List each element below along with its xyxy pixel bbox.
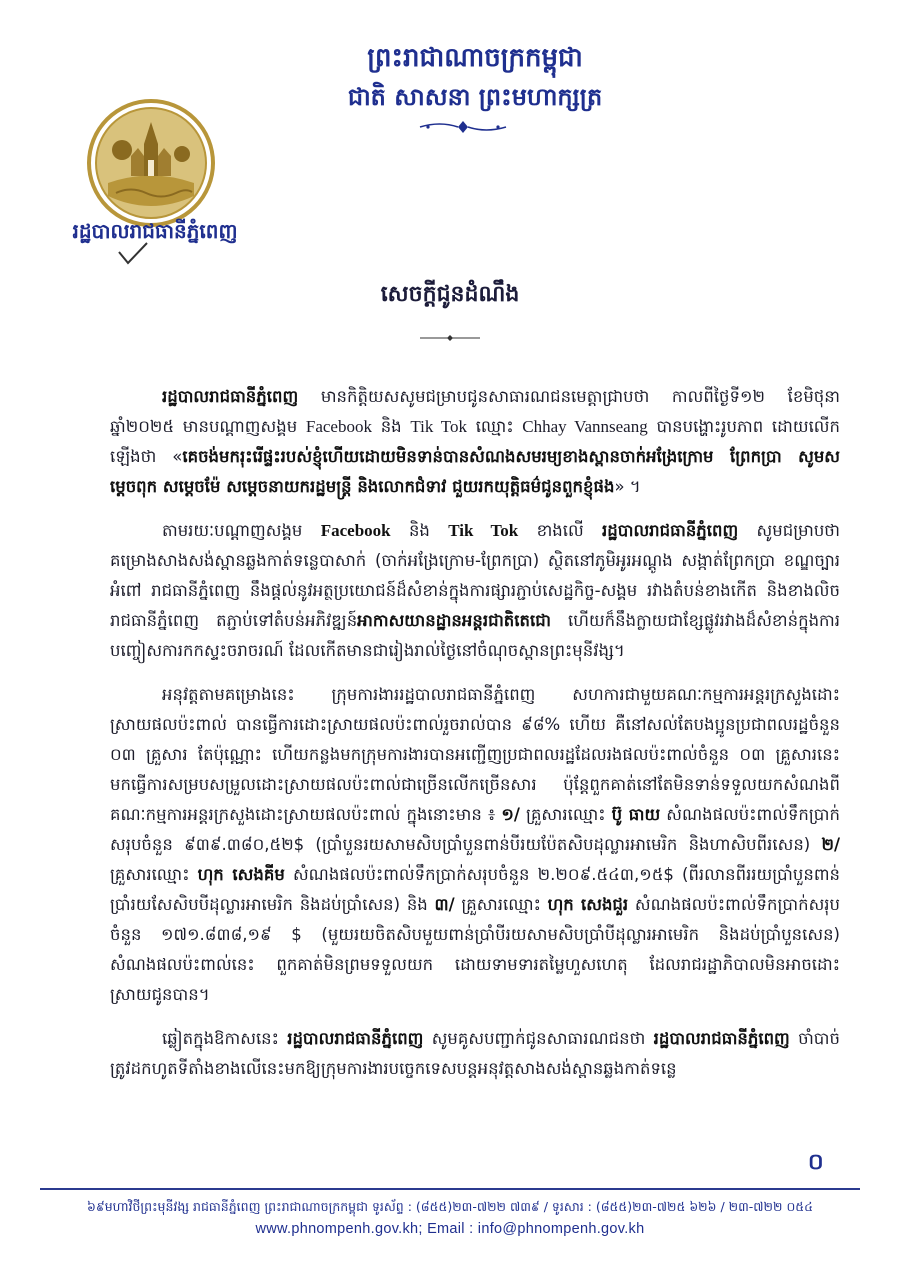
- item-number: ២/: [821, 835, 840, 854]
- footer-address: ៦៩មហាវិថីព្រះមុនីវង្ស រាជធានីភ្នំពេញ ព្រះរាជាណាចក្រកម្ពុជា ទូរស័ព្ទ : (៨៥៥)២៣-៧២២ ៧៣៩ / ទូរសារ : (៨៥៥)២៣-៧២៥ ៦២៦ / ២៣-៧២២ ០៥៤: [87, 1199, 813, 1214]
- ornament-divider-icon: [418, 334, 482, 342]
- account-name: Chhay Vannseang: [522, 417, 648, 436]
- page-number: ០: [808, 1150, 824, 1175]
- document-title: សេចក្តីជូនដំណឹង: [380, 282, 520, 307]
- item-number: ១/: [501, 805, 520, 824]
- phnom-penh-seal-icon: [86, 98, 216, 228]
- authority-bold: រដ្ឋបាលរាជធានីភ្នំពេញ: [602, 521, 739, 540]
- quoted-claim: គេចង់មករុះរើផ្ទះរបស់ខ្ញុំហើយដោយមិនទាន់បានសំណងសមរម្យខាងស្ពានចាក់អង្រែក្រោម ព្រែកប្រា សូមសម្តេចពុក សម្តេចម៉ែ សម្តេចនាយករដ្ឋមន្ត្រី និងលោកជំទាវ ជួយរកយុត្តិធម៌ជូនពួកខ្ញុំផង: [110, 447, 841, 496]
- family-name: ប៊ូ ធាយ: [611, 805, 661, 824]
- ornament-divider-icon: [418, 119, 508, 135]
- paragraph-3: អនុវត្តតាមគម្រោងនេះ ក្រុមការងាររដ្ឋបាលរាជធានីភ្នំពេញ សហការជាមួយគណៈកម្មការអន្តរក្រសួងដោះស្រាយផលប៉ះពាល់ បានធ្វើការដោះស្រាយផលប៉ះពាល់រួចរាល់បាន ៩៨% ហើយ គឺនៅសល់តែបងប្អូនប្រជាពលរដ្ឋចំនួន ០៣ គ្រួសារ តែប៉ុណ្ណោះ ហើយកន្លងមកក្រុមការងារបានអញ្ជើញប្រជាពលរដ្ឋដែលរងផលប៉ះពាល់ចំនួន ០៣ គ្រួសារនេះ មកធ្វើការសម្របសម្រួលដោះស្រាយផលប៉ះពាល់ជាច្រើនលើកច្រើនសារ ប៉ុន្តែពួកគាត់នៅតែមិនទាន់ទទួលយកសំណងពីគណៈកម្មការអន្តរក្រសួងដោះស្រាយផលប៉ះពាល់ ក្នុងនោះមាន ៖ ១/ គ្រួសារឈ្មោះ ប៊ូ ធាយ សំណងផលប៉ះពាល់ទឹកប្រាក់សរុបចំនួន ៩៣៩.៣៨០,៥២$ (ប្រាំបួនរយសាមសិបប្រាំបួនពាន់បីរយប៉ែតសិបដុល្លារអាមេរិក និងហាសិបពីរសេន) ២/ គ្រួសារឈ្មោះ ហុក សេងគីម សំណងផលប៉ះពាល់ទឹកប្រាក់សរុបចំនួន ២.២០៩.៥៤៣,១៥$ (ពីរលានពីររយប្រាំបួនពាន់ប្រាំរយសែសិបបីដុល្លារអាមេរិក និងដប់ប្រាំសេន) និង ៣/ គ្រួសារឈ្មោះ ហុក សេងជួរ សំណងផលប៉ះពាល់ទឹកប្រាក់សរុបចំនួន ១៧១.៨៣៨,១៩ $ (មួយរយចិតសិបមួយពាន់ប្រាំបីរយសាមសិបប្រាំបីដុល្លារអាមេរិក និងដប់ប្រាំបួនសេន) សំណងផលប៉ះពាល់នេះ ពួកគាត់មិនព្រមទទួលយក ដោយទាមទារតម្លៃហួសហេតុ ដែលរាជរដ្ឋាភិបាលមិនអាចដោះស្រាយជូនបាន។: [110, 685, 841, 1004]
- authority-bold: រដ្ឋបាលរាជធានីភ្នំពេញ: [287, 1029, 424, 1048]
- document-body: [110, 382, 840, 1098]
- facebook-label: Facebook: [305, 417, 372, 436]
- footer-contact: www.phnompenh.gov.kh; Email : info@phnompenh.gov.kh: [255, 1221, 645, 1237]
- family-name: ហុក សេងជួរ: [547, 895, 629, 914]
- kingdom-header: [250, 38, 700, 116]
- item-number: ៣/: [434, 895, 455, 914]
- kingdom-name: ព្រះរាជាណាចក្រកម្ពុជា: [367, 43, 583, 73]
- paragraph-1: រដ្ឋបាលរាជធានីភ្នំពេញ មានកិត្តិយសសូមជម្រាបជូនសាធារណជនមេត្តាជ្រាបថា កាលពីថ្ងៃទី១២ ខែមិថុនា ឆ្នាំ២០២៥ មានបណ្តាញសង្គម Facebook និង Tik Tok ឈ្មោះ Chhay Vannseang បានបង្ហោះរូបភាព ដោយលើកឡើងថា «គេចង់មករុះរើផ្ទះរបស់ខ្ញុំហើយដោយមិនទាន់បានសំណងសមរម្យខាងស្ពានចាក់អង្រែក្រោម ព្រែកប្រា សូមសម្តេចពុក សម្តេចម៉ែ សម្តេចនាយករដ្ឋមន្ត្រី និងលោកជំទាវ ជួយរកយុត្តិធម៌ជូនពួកខ្ញុំផង» ។: [110, 387, 841, 496]
- national-motto: ជាតិ សាសនា ព្រះមហាក្សត្រ: [347, 83, 603, 111]
- issuing-authority: រដ្ឋបាលរាជធានីភ្នំពេញ: [72, 219, 238, 243]
- airport-name: អាកាសយានដ្ឋានអន្តរជាតិតេជោ: [357, 611, 551, 630]
- footer-divider: [40, 1188, 860, 1190]
- check-mark-icon: [116, 240, 150, 266]
- facebook-label: Facebook: [320, 521, 391, 540]
- authority-bold: រដ្ឋបាលរាជធានីភ្នំពេញ: [162, 387, 299, 406]
- tiktok-label: Tik Tok: [410, 417, 467, 436]
- tiktok-label: Tik Tok: [448, 521, 519, 540]
- paragraph-2: តាមរយៈបណ្តាញសង្គម Facebook និង Tik Tok ខាងលើ រដ្ឋបាលរាជធានីភ្នំពេញ សូមជម្រាបថា គម្រោងសាងសង់ស្ពានឆ្លងកាត់ទន្លេបាសាក់ (ចាក់អង្រែក្រោម-ព្រែកប្រា) ស្ថិតនៅភូមិអូរអណ្តូង សង្កាត់ព្រែកប្រា ខណ្ឌច្បារអំពៅ រាជធានីភ្នំពេញ នឹងផ្តល់នូវអត្ថប្រយោជន៍ដ៏សំខាន់ក្នុងការផ្សារភ្ជាប់សេដ្ឋកិច្ច-សង្គម រវាងតំបន់ខាងកើត និងខាងលិចរាជធានីភ្នំពេញ តភ្ជាប់ទៅតំបន់អភិវឌ្ឍន៍អាកាសយានដ្ឋានអន្តរជាតិតេជោ ហើយក៏នឹងក្លាយជាខ្សែផ្លូវរវាងដ៏សំខាន់ក្នុងការបញ្ចៀសការកកស្ទះចរាចរណ៍ ដែលកើតមានជារៀងរាល់ថ្ងៃនៅចំណុចស្ពានព្រះមុនីវង្ស។: [110, 521, 841, 660]
- authority-bold: រដ្ឋបាលរាជធានីភ្នំពេញ: [653, 1029, 790, 1048]
- paragraph-4: ឆ្លៀតក្នុងឱកាសនេះ រដ្ឋបាលរាជធានីភ្នំពេញ សូមគូសបញ្ជាក់ជូនសាធារណជនថា រដ្ឋបាលរាជធានីភ្នំពេញ ចាំបាច់ត្រូវដកហូតទីតាំងខាងលើនេះមកឱ្យក្រុមការងារបច្ចេកទេសបន្តអនុវត្តសាងសង់ស្ពានឆ្លងកាត់ទន្លេ: [110, 1029, 840, 1078]
- family-name: ហុក សេងគីម: [197, 865, 285, 884]
- footer: [40, 1196, 860, 1240]
